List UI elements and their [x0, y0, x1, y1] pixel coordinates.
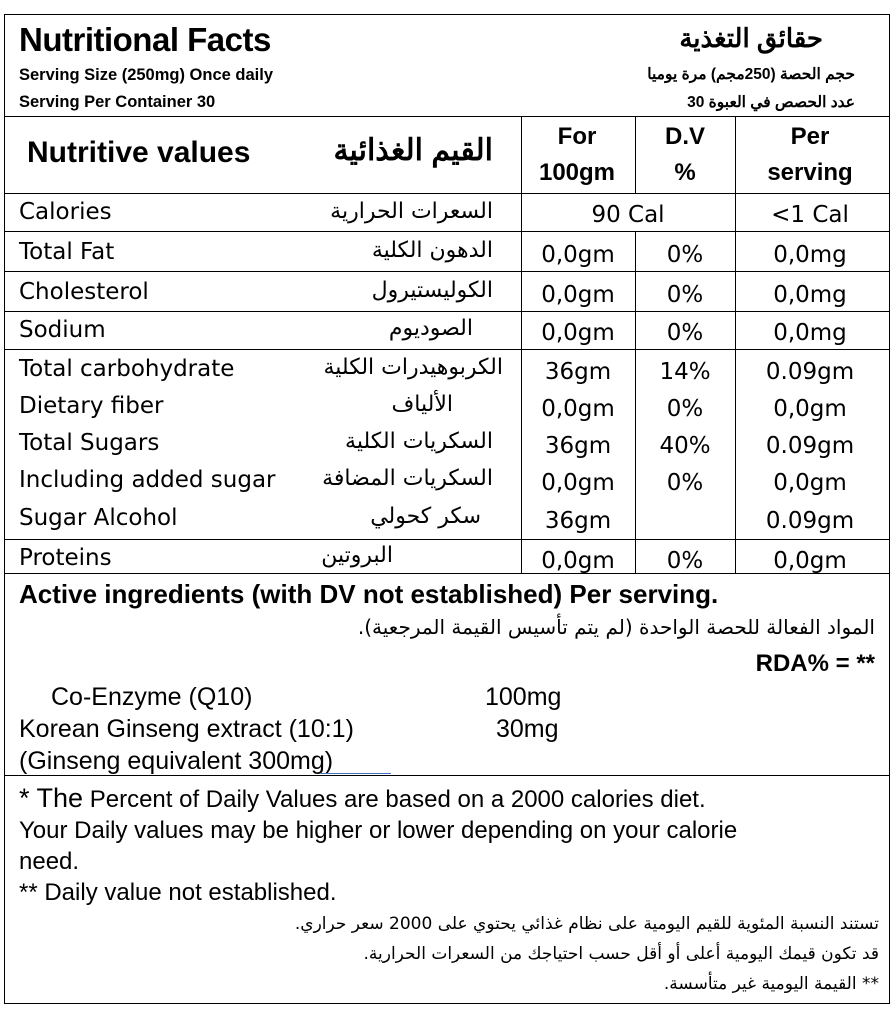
col-header-per100: For 100gm	[538, 123, 616, 186]
calories-label: Calories	[19, 199, 112, 225]
col-header-serving: Per serving	[767, 123, 853, 186]
nutrient-name-ar: السكريات الكلية	[345, 429, 493, 454]
serving-value: 0.09gm	[765, 508, 855, 534]
serving-value: 0,0gm	[773, 470, 847, 496]
dv-value: 14%	[659, 359, 711, 385]
col-header-dv: D.V %	[664, 123, 705, 186]
per100-value: 0,0gm	[541, 242, 615, 268]
nutrient-name-ar: الصوديوم	[388, 316, 473, 341]
active-ingredients-heading-ar: المواد الفعالة للحصة الواحدة (لم يتم تأسيس القيمة المرجعية).	[357, 615, 875, 639]
footnote-ar-line2: قد تكون قيمك اليومية أعلى أو أقل حسب احتياجك من السعرات الحرارية.	[363, 944, 879, 964]
serving-value: 0,0gm	[773, 548, 847, 574]
serving-size-ar: حجم الحصة (250مجم) مرة يوميا	[647, 66, 855, 83]
dv-value: 40%	[659, 433, 711, 459]
dv-value: 0%	[666, 282, 704, 308]
per100-value: 0,0gm	[541, 320, 615, 346]
nutrient-name: Total Fat	[19, 239, 115, 265]
dv-value: 0%	[666, 470, 704, 496]
footnote-ar-line3: ** القيمة اليومية غير متأسسة.	[663, 974, 879, 994]
nutrient-name: Proteins	[19, 545, 112, 571]
dv-value: 0%	[666, 396, 704, 422]
per100-value: 0,0gm	[541, 470, 615, 496]
serving-value: 0.09gm	[765, 433, 855, 459]
ingredient-amount: 100mg	[485, 683, 562, 711]
nutrient-name: Total carbohydrate	[19, 356, 235, 382]
per100-value: 0,0gm	[541, 396, 615, 422]
calories-label-ar: السعرات الحرارية	[330, 199, 493, 224]
footnote-daily-values-line2: Your Daily values may be higher or lower depending on your calorie	[19, 817, 738, 844]
dv-value: 0%	[666, 242, 704, 268]
nutrient-name: Total Sugars	[19, 430, 160, 456]
per100-value: 36gm	[544, 433, 612, 459]
serving-value: 0,0mg	[773, 320, 847, 346]
divider	[5, 231, 889, 232]
divider	[5, 271, 889, 272]
serving-value: 0.09gm	[765, 359, 855, 385]
footnote-daily-values: * The Percent of Daily Values are based on a 2000 calories diet.	[19, 783, 706, 813]
column-line	[635, 116, 636, 193]
dv-value: 0%	[666, 320, 704, 346]
title-ar: حقائق التغذية	[679, 23, 823, 53]
ginseng-equivalent: (Ginseng equivalent 300mg)	[19, 747, 334, 775]
nutrient-name: Sodium	[19, 317, 106, 343]
servings-per-container-ar: عدد الحصص في العبوة 30	[687, 94, 855, 111]
footnote-not-established: ** Daily value not established.	[19, 879, 337, 906]
nutrient-name-ar: الكوليستيرول	[371, 278, 493, 303]
nutrition-label	[4, 14, 890, 1004]
nutrient-name-ar: البروتين	[321, 543, 393, 568]
divider	[5, 349, 889, 350]
per100-value: 0,0gm	[541, 548, 615, 574]
calories-per-serving: <1 Cal	[771, 202, 849, 228]
divider	[5, 775, 889, 776]
calories-value: 90 Cal	[591, 202, 665, 228]
underline-mark	[321, 773, 391, 774]
per100-value: 0,0gm	[541, 282, 615, 308]
column-line	[521, 116, 522, 573]
ingredient-name: Co-Enzyme (Q10)	[51, 683, 253, 711]
column-line	[735, 116, 736, 573]
per100-value: 36gm	[544, 508, 612, 534]
nutrient-name: Including added sugar	[19, 467, 276, 493]
active-ingredients-heading: Active ingredients (with DV not established) Per serving.	[19, 579, 719, 609]
rda-note: RDA% = **	[755, 650, 875, 677]
nutritive-values-heading-ar: القيم الغذائية	[333, 134, 493, 167]
footnote-ar-line1: تستند النسبة المئوية للقيم اليومية على نظام غذائي يحتوي على 2000 سعر حراري.	[294, 914, 879, 934]
serving-value: 0,0mg	[773, 242, 847, 268]
divider	[5, 193, 889, 194]
divider	[5, 116, 889, 117]
nutrient-name-ar: الألياف	[391, 392, 453, 417]
per100-value: 36gm	[544, 359, 612, 385]
ingredient-name: Korean Ginseng extract (10:1)	[19, 715, 354, 743]
nutrient-name: Dietary fiber	[19, 393, 164, 419]
nutritive-values-heading: Nutritive values	[27, 136, 251, 169]
column-line	[635, 231, 636, 573]
nutrient-name: Cholesterol	[19, 279, 149, 305]
divider	[5, 539, 889, 540]
nutrient-name-ar: الدهون الكلية	[371, 238, 493, 263]
title-en: Nutritional Facts	[19, 21, 271, 58]
nutrient-name: Sugar Alcohol	[19, 505, 178, 531]
ingredient-amount: 30mg	[496, 715, 559, 743]
serving-size-en: Serving Size (250mg) Once daily	[19, 66, 274, 84]
nutrient-name-ar: الكربوهيدرات الكلية	[323, 355, 503, 380]
serving-value: 0,0mg	[773, 282, 847, 308]
dv-value: 0%	[666, 548, 704, 574]
nutrient-name-ar: السكريات المضافة	[322, 466, 493, 491]
servings-per-container-en: Serving Per Container 30	[19, 93, 216, 111]
footnote-daily-values-line3: need.	[19, 848, 80, 875]
divider	[5, 311, 889, 312]
nutrient-name-ar: سكر كحولي	[370, 504, 481, 529]
divider	[5, 573, 889, 574]
serving-value: 0,0gm	[773, 396, 847, 422]
